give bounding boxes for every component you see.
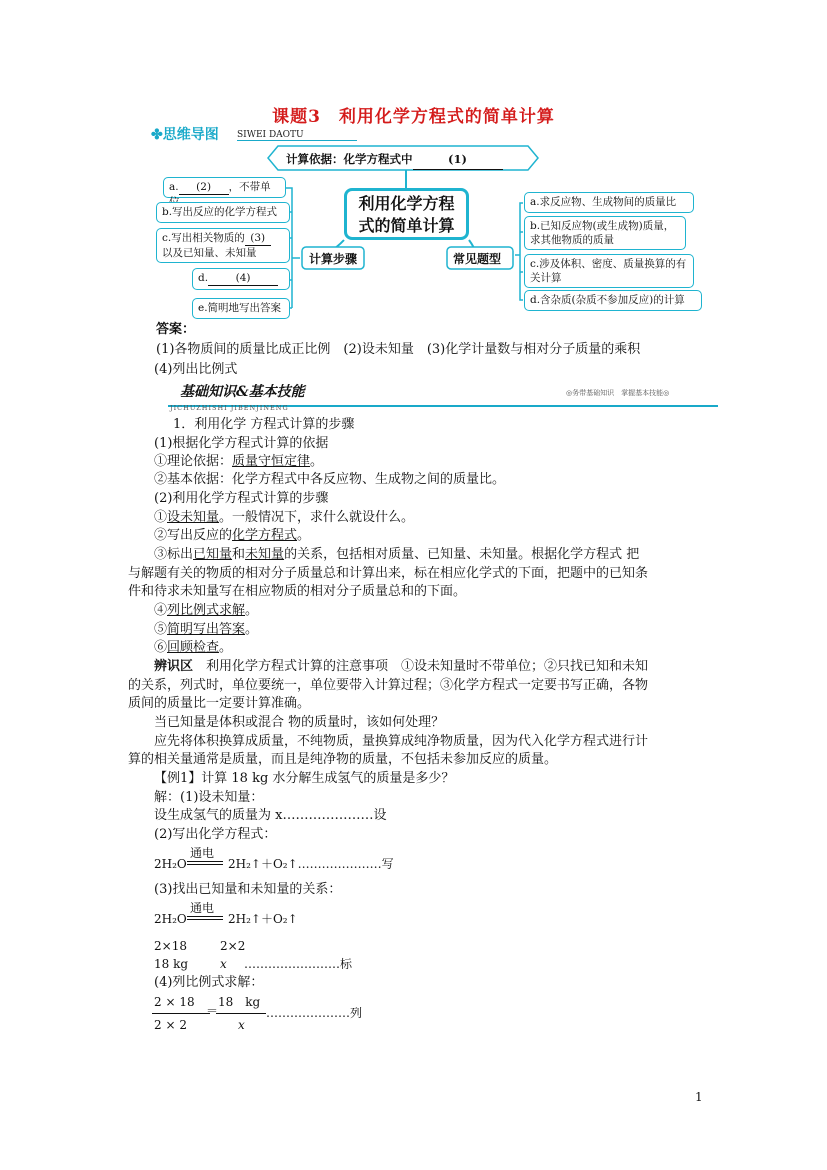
answer-line-2: (4)列出比例式 xyxy=(154,362,238,377)
mindmap-left-c: c.写出相关物质的 (3) 以及已知量、未知量 xyxy=(156,228,290,263)
body-line: 与解题有关的物质的相对分子质量总和计算出来，标在相应化学式的下面，把题中的已知条 xyxy=(128,566,649,581)
mindmap-left-a: a. (2) ，不带单 xyxy=(163,177,286,198)
answer-line-1: (1)各物质间的质量比成正比例 (2)设未知量 (3)化学计量数与相对分子质量的乘积 xyxy=(156,342,641,357)
fraction-denominator: x xyxy=(238,1018,245,1032)
body-line: 当已知量是体积或混合 物的质量时，该如何处理？ xyxy=(154,715,445,730)
mindmap-left-hub: 计算步骤 xyxy=(309,252,358,266)
mindmap-center: 利用化学方程 式的简单计算 xyxy=(344,188,469,240)
body-line: ②写出反应的化学方程式。 xyxy=(154,528,311,543)
mindmap-right-a: a.求反应物、生成物间的质量比 xyxy=(524,192,694,213)
body-line: 解：(1)设未知量： xyxy=(154,790,264,805)
fraction-tail: …………………列 xyxy=(266,1006,363,1020)
mass-value: ……………………标 xyxy=(244,957,353,971)
mindmap-header-sub: SIWEI DAOTU xyxy=(237,130,357,141)
page-number: 1 xyxy=(695,1090,703,1104)
mindmap-right-hub: 常见题型 xyxy=(453,252,502,266)
mindmap-header: ✤思维导图 xyxy=(151,127,219,143)
body-line: 应先将体积换算成质量，不纯物质，量换算成纯净物质量，因为代入化学方程式进行计 xyxy=(154,734,649,749)
body-line: 1．利用化学 方程式计算的步骤 xyxy=(173,417,355,432)
body-line: 件和待求未知量写在相应物质的相对分子质量总和的下面。 xyxy=(128,584,467,599)
body-line: 辨识区 利用化学方程式计算的注意事项 ①设未知量时不带单位；②只找已知和未知 xyxy=(154,659,649,674)
example-title: 【例1】计算 18 kg 水分解生成氢气的质量是多少？ xyxy=(154,771,455,786)
eq-left: 2H₂O xyxy=(154,912,187,926)
eq-right: 2H₂↑＋O₂↑…………………写 xyxy=(228,857,394,871)
mindmap-left-e: e.简明地写出答案 xyxy=(192,298,290,319)
section-band-sub: JICHUZHISHI JIBENJINENG xyxy=(170,404,289,412)
fraction-denominator: 2 × 2 xyxy=(154,1018,187,1032)
body-line: 的关系，列式时，单位要统一，单位要带入计算过程；③化学方程式一定要书写正确，各物 xyxy=(128,678,649,693)
body-line: ③标出已知量和未知量的关系，包括相对质量、已知量、未知量。根据化学方程式 把 xyxy=(154,547,640,562)
body-line: 设生成氢气的质量为 x…………………设 xyxy=(154,808,387,823)
section-band-title: 基础知识&基本技能 xyxy=(180,384,305,400)
body-line: (1)根据化学方程式计算的依据 xyxy=(154,436,329,451)
body-line: (4)列比例式求解： xyxy=(154,975,264,990)
body-line: ②基本依据：化学方程式中各反应物、生成物之间的质量比。 xyxy=(154,472,506,487)
body-line: 算的相关量通常是质量，而且是纯净物的质量，不包括未参加反应的质量。 xyxy=(128,752,558,767)
body-line: ①设未知量。一般情况下，求什么就设什么。 xyxy=(154,510,415,525)
body-line: (3)找出已知量和未知量的关系： xyxy=(154,882,342,897)
mass-value: x xyxy=(220,957,227,971)
eq-condition: 通电 xyxy=(190,846,215,860)
page-title: 课题3 利用化学方程式的简单计算 xyxy=(272,107,555,127)
body-line: ⑥回顾检查。 xyxy=(154,640,233,655)
eq-left: 2H₂O xyxy=(154,857,187,871)
mindmap-left-b: b.写出反应的化学方程式 xyxy=(156,202,290,223)
eq-line xyxy=(187,861,223,862)
body-line: (2)写出化学方程式： xyxy=(154,827,277,842)
body-line: ①理论依据：质量守恒定律。 xyxy=(154,454,324,469)
mindmap-right-c: c.涉及体积、密度、质量换算的有关计算 xyxy=(524,254,694,288)
eq-line xyxy=(187,919,223,920)
fraction-numerator: 2 × 18 xyxy=(154,995,195,1009)
mindmap-left-d: d. (4) xyxy=(192,268,290,290)
fraction-equals: ＝ xyxy=(206,1004,219,1018)
mass-value: 18 kg xyxy=(154,957,189,971)
fraction-bar xyxy=(152,1013,210,1014)
mass-value: 2×18 xyxy=(154,939,187,953)
body-line: ④列比例式求解。 xyxy=(154,603,259,618)
eq-line xyxy=(187,916,223,917)
eq-line xyxy=(187,864,223,865)
fraction-bar xyxy=(216,1013,266,1014)
mass-value: 2×2 xyxy=(220,939,246,953)
mindmap-right-b: b.已知反应物(或生成物)质量，求其他物质的质量 xyxy=(524,216,686,250)
fraction-numerator: 18 kg xyxy=(218,995,261,1009)
body-line: (2)利用化学方程式计算的步骤 xyxy=(154,491,329,506)
mindmap-right-d: d.含杂质(杂质不参加反应)的计算 xyxy=(524,290,702,311)
body-line: ⑤简明写出答案。 xyxy=(154,622,259,637)
section-band-right: ◎务带基础知识 掌握基本技能◎ xyxy=(566,389,670,397)
body-line: 质间的质量比一定要计算准确。 xyxy=(128,696,311,711)
answer-label: 答案： xyxy=(156,322,196,337)
eq-right: 2H₂↑＋O₂↑ xyxy=(228,912,298,926)
mindmap-top-box: 计算依据：化学方程式中 (1) xyxy=(286,149,503,170)
eq-condition: 通电 xyxy=(190,901,215,915)
